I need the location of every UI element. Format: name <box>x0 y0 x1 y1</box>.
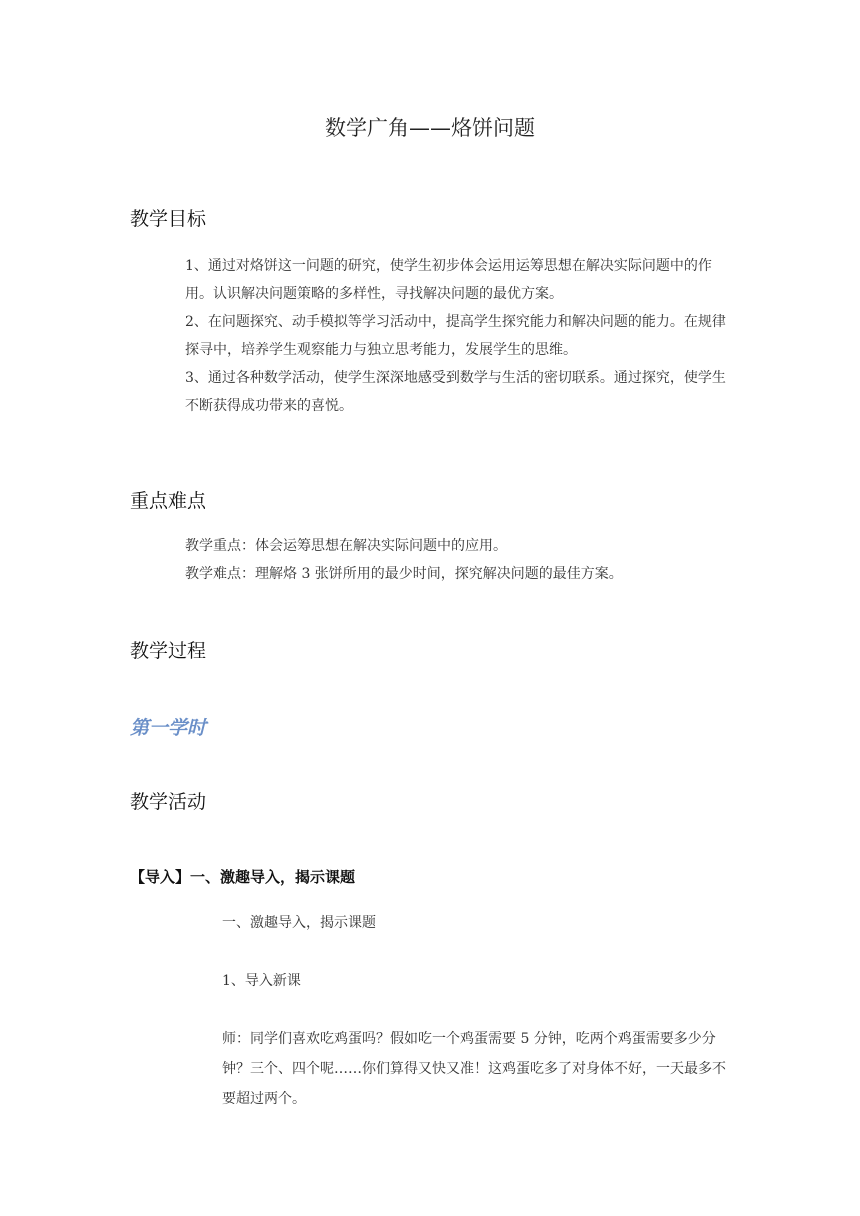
activity-text: 师：同学们喜欢吃鸡蛋吗？假如吃一个鸡蛋需要 5 分钟，吃两个鸡蛋需要多少分钟？三个、四个呢……你们算得又快又准！这鸡蛋吃多了对身体不好，一天最多不要超过两个。 <box>222 1031 726 1107</box>
activity-step: 1、导入新课 <box>222 973 301 989</box>
document-title: 数学广角——烙饼问题 <box>325 116 535 140</box>
keypoints-heading: 重点难点 <box>130 490 207 512</box>
activities-heading: 教学活动 <box>130 791 207 813</box>
activity-subtitle: 一、激趣导入，揭示课题 <box>222 915 376 931</box>
objective-item: 2、在问题探究、动手模拟等学习活动中，提高学生探究能力和解决问题的能力。在规律探寻中，培养学生观察能力与独立思考能力，发展学生的思维。 <box>185 314 726 358</box>
session-label: 第一学时 <box>130 717 207 739</box>
objective-item: 3、通过各种数学活动，使学生深深地感受到数学与生活的密切联系。通过探究，使学生不断获得成功带来的喜悦。 <box>185 370 726 414</box>
keypoints-list <box>185 532 730 588</box>
objectives-list <box>185 252 730 420</box>
objectives-heading: 教学目标 <box>130 208 207 230</box>
process-heading: 教学过程 <box>130 640 207 662</box>
activity-title: 【导入】一、激趣导入，揭示课题 <box>130 868 356 886</box>
objective-item: 1、通过对烙饼这一问题的研究，使学生初步体会运用运筹思想在解决实际问题中的作用。认识解决问题策略的多样性，寻找解决问题的最优方案。 <box>185 258 712 302</box>
keypoint-item: 教学重点：体会运筹思想在解决实际问题中的应用。 <box>185 538 507 554</box>
keypoint-item: 教学难点：理解烙 3 张饼所用的最少时间，探究解决问题的最佳方案。 <box>185 566 623 582</box>
